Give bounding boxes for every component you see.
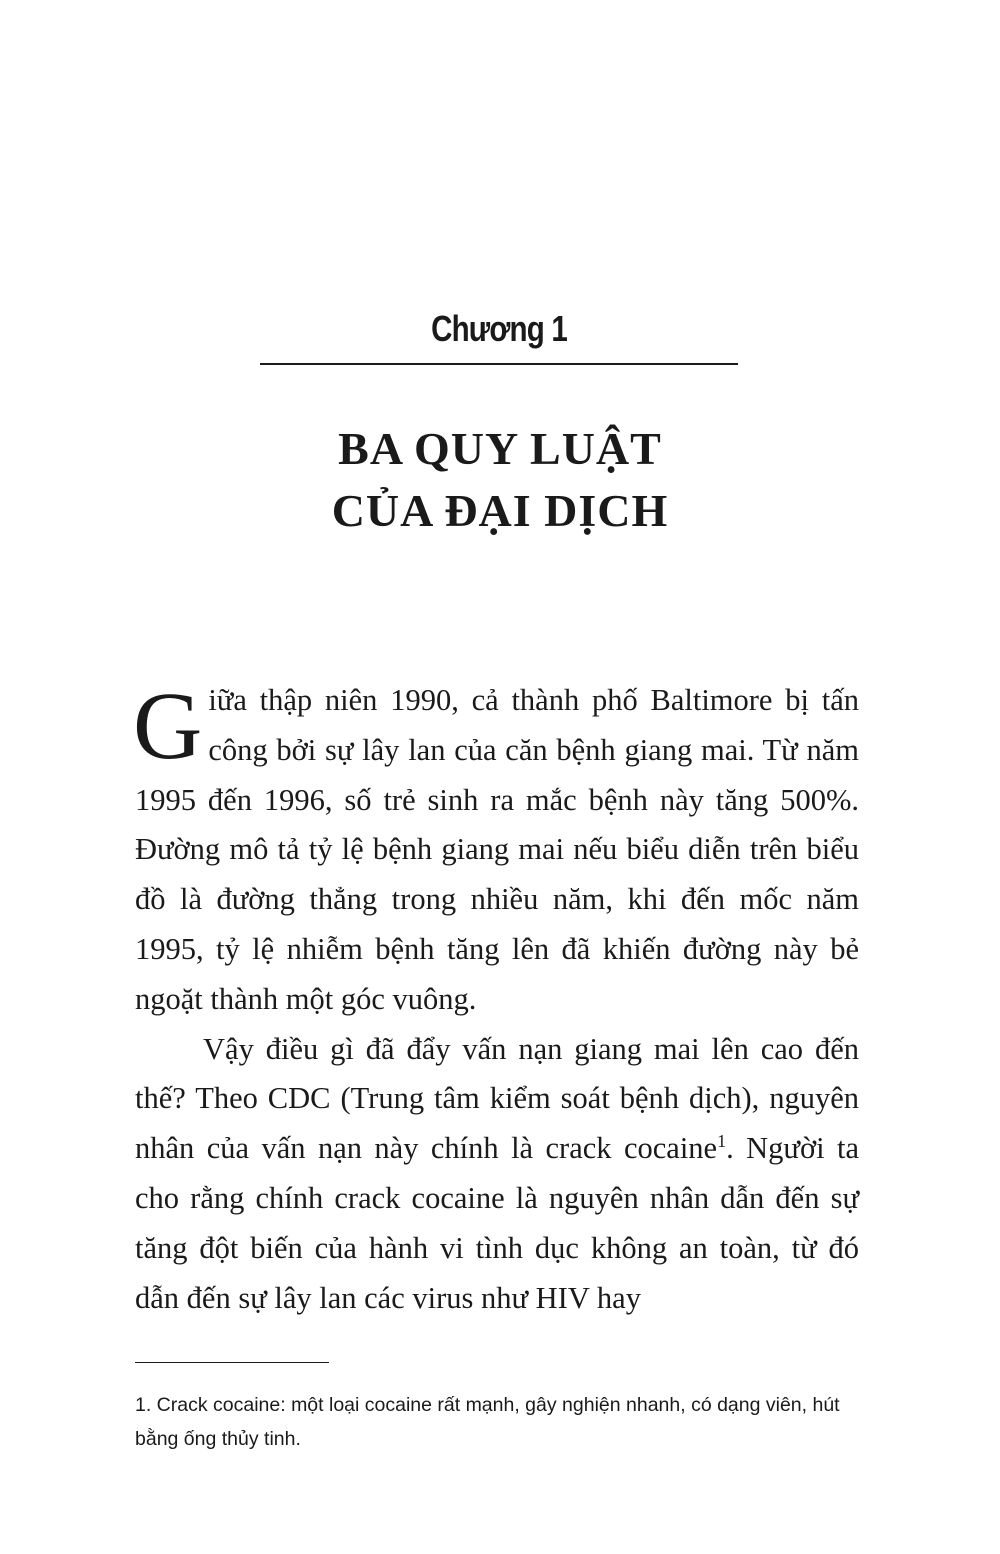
chapter-label: Chương 1: [431, 308, 567, 349]
paragraph-2-text-a: Vậy điều gì đã đẩy vấn nạn giang mai lên cao đến thế? Theo CDC (Trung tâm kiểm soát bệnh dịch), nguyên nhân của vấn nạn này chính là crack cocaine: [135, 1031, 859, 1166]
paragraph-1-text: iữa thập niên 1990, cả thành phố Baltimore bị tấn công bởi sự lây lan của căn bệnh giang mai. Từ năm 1995 đến 1996, số trẻ sinh ra mắc bệnh này tăng 500%. Đường mô tả tỷ lệ bệnh giang mai nếu biểu diễn trên biểu đồ là đường thẳng trong nhiều năm, khi đến mốc năm 1995, tỷ lệ nhiễm bệnh tăng lên đã khiến đường này bẻ ngoặt thành một góc vuông.: [135, 683, 859, 1016]
chapter-title: [200, 418, 800, 542]
drop-cap: G: [133, 672, 203, 779]
chapter-divider: [260, 363, 738, 365]
footnote: 1. Crack cocaine: một loại cocaine rất mạnh, gây nghiện nhanh, có dạng viên, hút bằng ống thủy tinh.: [135, 1394, 840, 1450]
footnote-divider: [135, 1362, 329, 1363]
paragraph-2-text-b: . Người ta cho rằng chính crack cocaine là nguyên nhân dẫn đến sự tăng đột biến của hành vi tình dục không an toàn, từ đó dẫn đến sự lây lan các virus như HIV hay: [135, 1131, 860, 1315]
paragraph-2: [135, 1025, 859, 1324]
chapter-title-line-1: BA QUY LUẬT: [338, 423, 662, 474]
chapter-title-line-2: CỦA ĐẠI DỊCH: [331, 485, 669, 536]
body-text: [133, 672, 860, 1323]
footnote-marker: 1: [717, 1131, 727, 1152]
paragraph-1: [133, 672, 859, 1025]
